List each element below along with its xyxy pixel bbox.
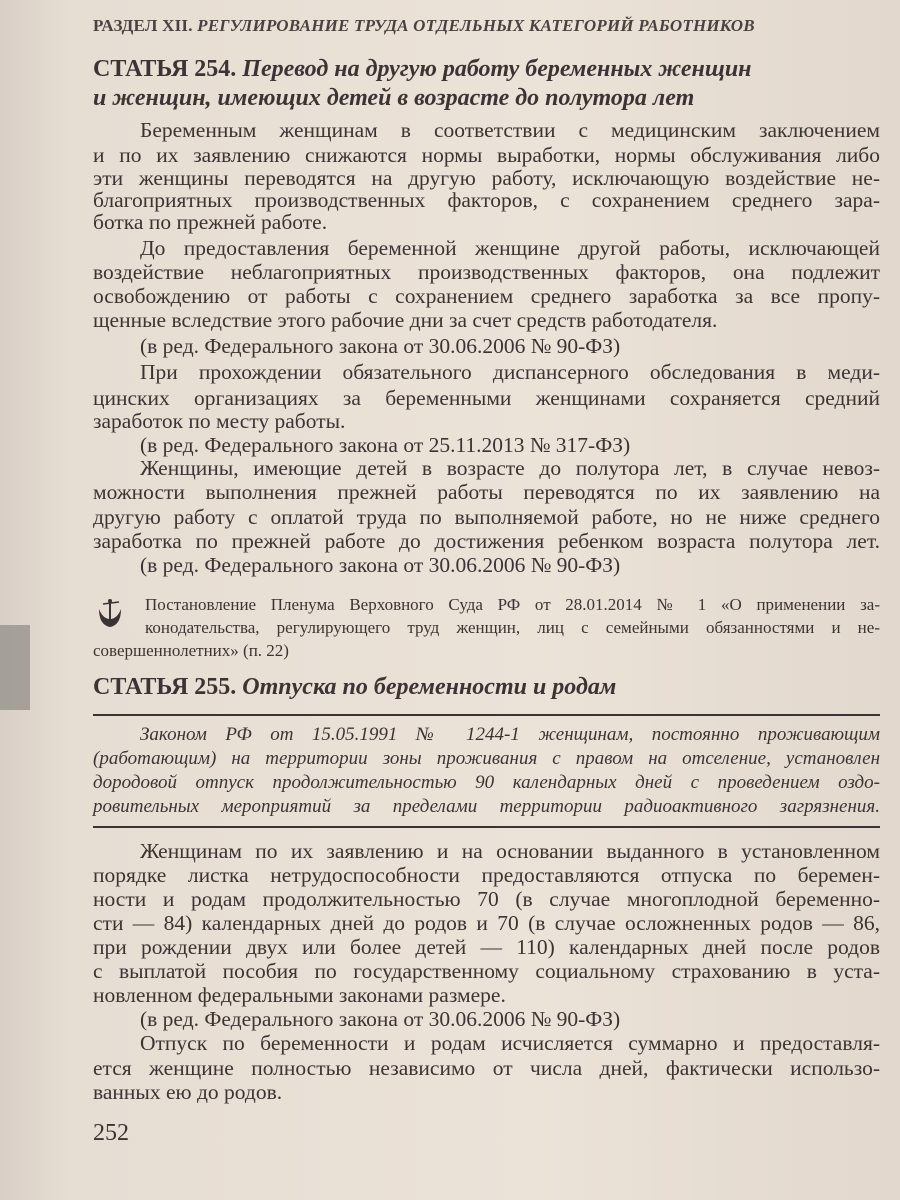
amendment-note: (в ред. Федерального закона от 25.11.2013 № 317-ФЗ) — [140, 433, 631, 457]
amendment-note: (в ред. Федерального закона от 30.06.2006 № 90-ФЗ) — [140, 334, 621, 358]
note-line: Постановление Пленума Верховного Суда РФ от 28.01.2014 № 1 «О применении за- — [145, 595, 880, 614]
text-line: ботка по прежней работе. — [93, 210, 328, 234]
section-label: РАЗДЕЛ XII. — [93, 16, 193, 35]
note-line: конодательства, регулирующего труд женщин, лиц с семейными обязанностями и не- — [145, 618, 880, 637]
text-line: Женщинам по их заявлению и на основании выданного в установленном — [140, 839, 880, 863]
text-line: освобождению от работы с сохранением среднего заработка за все пропу- — [93, 284, 880, 308]
divider — [93, 826, 880, 828]
text-line: другую работу с оплатой труда по выполняемой работе, но не ниже среднего — [93, 505, 880, 529]
text-line: Беременным женщинам в соответствии с медицинским заключением — [140, 118, 880, 142]
text-line: эти женщины переводятся на другую работу, исключающую воздействие не- — [93, 166, 880, 190]
text-line: Отпуск по беременности и родам исчисляется суммарно и предоставля- — [140, 1031, 880, 1055]
text-line: заработок по месту работы. — [93, 409, 346, 433]
article-255-title — [93, 674, 616, 701]
text-line: благоприятных производственных факторов, с сохранением среднего зара- — [93, 188, 880, 212]
text-line: ности и родам продолжительностью 70 (в случае многоплодной беременно- — [93, 887, 880, 911]
note-line: совершеннолетних» (п. 22) — [93, 641, 289, 660]
section-title: РЕГУЛИРОВАНИЕ ТРУДА ОТДЕЛЬНЫХ КАТЕГОРИЙ РАБОТНИКОВ — [197, 16, 755, 35]
text-line: новленном федеральными законами размере. — [93, 983, 506, 1007]
text-line: При прохождении обязательного диспансерного обследования в меди- — [140, 360, 880, 384]
article-254-title-cont — [93, 85, 694, 112]
boxed-note-line: ровительных мероприятий за пределами территории радиоактивного загрязнения. — [93, 796, 880, 817]
article-label: СТАТЬЯ 255. — [93, 674, 237, 700]
article-label: СТАТЬЯ 254. — [93, 56, 237, 82]
article-254-title — [93, 56, 752, 83]
text-line: можности выполнения прежней работы переводятся по их заявлению на — [93, 480, 880, 504]
text-line: при рождении двух или более детей — 110) календарных дней после родов — [93, 935, 880, 959]
page-edge-tab — [0, 625, 30, 710]
amendment-note: (в ред. Федерального закона от 30.06.2006 № 90-ФЗ) — [140, 1007, 621, 1031]
text-line: воздействие неблагоприятных производственных факторов, она подлежит — [93, 260, 880, 284]
running-header — [93, 16, 755, 36]
text-line: цинских организациях за беременными женщинами сохраняется средний — [93, 386, 880, 410]
text-line: сти — 84) календарных дней до родов и 70 (в случае осложненных родов — 86, — [93, 911, 880, 935]
text-line: ется женщине полностью независимо от числа дней, фактически использо- — [93, 1056, 880, 1080]
boxed-note-line: Законом РФ от 15.05.1991 № 1244-1 женщинам, постоянно проживающим — [140, 724, 880, 745]
boxed-note-line: (работающим) на территории зоны проживания с правом на отселение, установлен — [93, 748, 880, 769]
text-line: заработка по прежней работе до достижения ребенком возраста полутора лет. — [93, 529, 880, 553]
text-line: с выплатой пособия по государственному социальному страхованию в уста- — [93, 959, 880, 983]
text-line: щенные вследствие этого рабочие дни за счет средств работодателя. — [93, 308, 718, 332]
text-line: Женщины, имеющие детей в возрасте до полутора лет, в случае невоз- — [140, 456, 880, 480]
text-line: и по их заявлению снижаются нормы выработки, нормы обслуживания либо — [93, 143, 880, 167]
article-title-line: Отпуска по беременности и родам — [242, 674, 617, 700]
court-scales-icon — [95, 597, 125, 629]
boxed-note-line: дородовой отпуск продолжительностью 90 календарных дней с проведением оздо- — [93, 772, 880, 793]
text-line: порядке листка нетрудоспособности предоставляются отпуска по беремен- — [93, 863, 880, 887]
text-line: ванных ею до родов. — [93, 1080, 283, 1104]
divider — [93, 714, 880, 716]
page-number: 252 — [93, 1120, 129, 1146]
article-title-line: и женщин, имеющих детей в возрасте до полутора лет — [93, 85, 695, 111]
article-title-line: Перевод на другую работу беременных женщин — [242, 56, 752, 82]
amendment-note: (в ред. Федерального закона от 30.06.2006 № 90-ФЗ) — [140, 553, 621, 577]
text-line: До предоставления беременной женщине другой работы, исключающей — [140, 236, 880, 260]
